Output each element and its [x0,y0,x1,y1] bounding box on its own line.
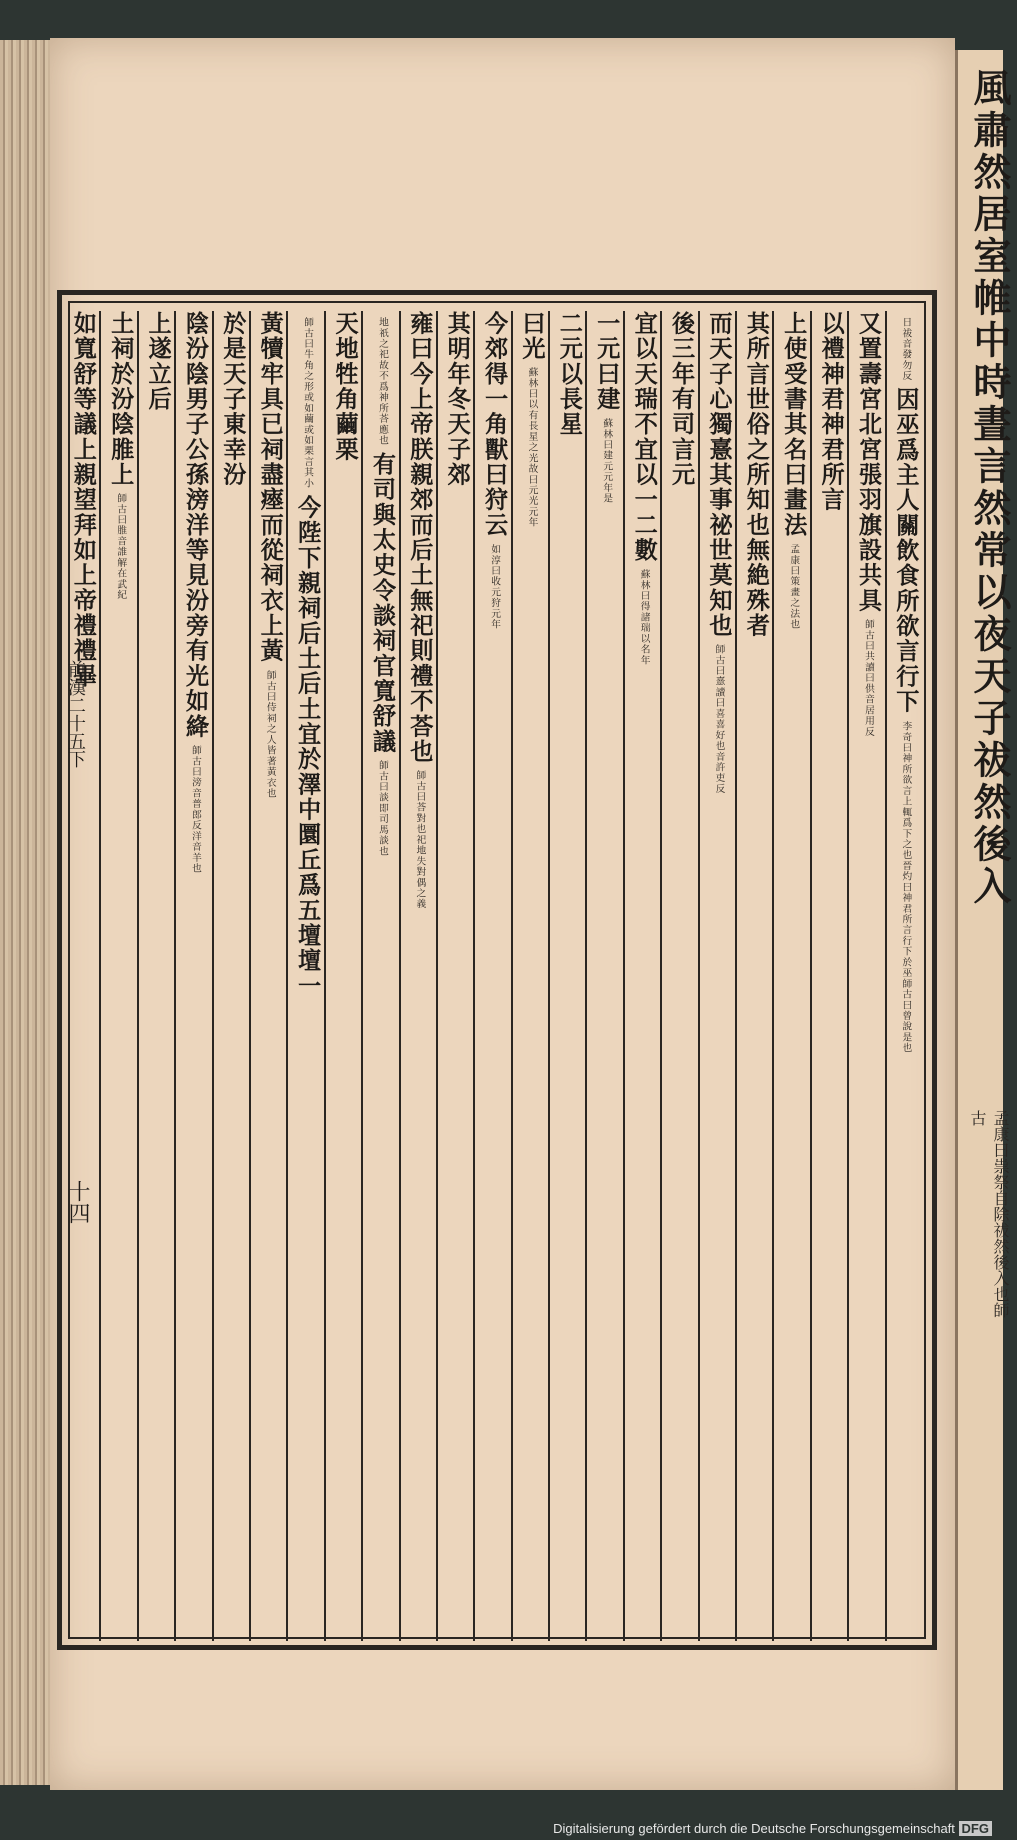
commentary-note: 師古曰侍祠之人皆著黃衣也 [264,669,276,799]
main-text: 其所言世俗之所知也無絶殊者 [742,311,770,639]
column-rule [847,311,849,1641]
column-rule [660,311,662,1641]
column-rule [511,311,513,1641]
main-text: 有司與太史令談祠官寬舒議 [368,451,396,754]
commentary-note: 師古曰滂音普郎反洋音羊也 [189,745,201,874]
text-frame [57,290,937,1650]
text-column [475,311,512,1641]
text-column [513,311,550,1641]
column-rule [772,311,774,1641]
footer-credit [553,1821,992,1836]
text-column [288,311,325,1641]
main-text: 曰光 [517,311,545,362]
commentary-note: 師古曰荅對也祀地失對偶之義 [414,770,426,910]
text-column [363,311,400,1641]
column-rule [698,311,700,1641]
commentary-note: 孟康曰策畫之法也 [788,543,800,630]
main-text: 今郊得一角獸曰狩云 [480,311,508,538]
main-text: 上遂立后 [144,311,172,412]
facing-page-strip [955,50,1012,1790]
column-rule [361,311,363,1641]
commentary-note: 師古曰共讀曰供音居用反 [863,619,875,738]
commentary-note: 如淳曰收元狩元年 [489,543,501,630]
text-column [64,311,101,1641]
text-column [176,311,213,1641]
text-column [139,311,176,1641]
text-column [214,311,251,1641]
main-text: 以禮神君神君所言 [817,311,845,513]
text-column [438,311,475,1641]
main-text: 又置壽宮北宮張羽旗設共具 [854,311,882,614]
main-text: 二元以長星 [555,311,583,437]
column-rule [174,311,176,1641]
margin-title: 前漢二十五下 [65,660,86,768]
column-rule [436,311,438,1641]
text-column [700,311,737,1641]
column-rule [99,311,101,1641]
text-column [737,311,774,1641]
text-column [550,311,587,1641]
column-rule [585,311,587,1641]
text-column [662,311,699,1641]
facing-page-text: 風肅然居室帷中時晝言然常以夜天子祓然後入 [967,68,1012,908]
column-rule [735,311,737,1641]
main-text: 上使受書其名曰畫法 [779,311,807,538]
main-text: 宜以天瑞不宜以一二數 [630,311,658,563]
column-rule [810,311,812,1641]
main-text: 因巫爲主人關飲食所欲言行下 [891,387,919,715]
main-text: 其明年冬天子郊 [443,311,471,488]
commentary-note: 蘇林曰以有長星之光故曰元光元年 [526,367,538,529]
text-column [251,311,288,1641]
main-text: 黃犢牢具已祠盡瘞而從祠衣上黃 [256,311,284,664]
commentary-note: 蘇林曰建元元年是 [601,417,613,504]
commentary-note: 師古曰憙讀曰喜喜好也音許吏反 [713,644,725,795]
text-column [625,311,662,1641]
commentary-note: 日祓音發勿反 [900,317,912,382]
column-rule [212,311,214,1641]
commentary-note: 師古曰牛角之形或如繭或如栗言其小 [302,317,314,489]
main-text: 而天子心獨憙其事祕世莫知也 [704,311,732,639]
main-text: 土祠於汾陰脽上 [106,311,134,488]
main-text: 一元曰建 [592,311,620,412]
book-page-edges [0,40,54,1785]
commentary-note: 蘇林曰得諸瑞以名年 [638,568,650,666]
main-text: 天地牲角繭栗 [331,311,359,463]
column-rule [399,311,401,1641]
main-text: 後三年有司言元 [667,311,695,488]
margin-page-number: 十四 [65,1180,90,1224]
column-rule [324,311,326,1641]
column-rule [623,311,625,1641]
text-column [326,311,363,1641]
commentary-note: 李奇曰神所欲言上輒爲下之也晉灼曰神君所言行下於巫師古曰曾說是也 [900,720,912,1053]
text-column [101,311,138,1641]
commentary-note: 地祇之祀故不爲神所荅應也 [376,317,388,446]
commentary-note: 師古曰脽音誰解在武紀 [115,493,127,601]
text-column [587,311,624,1641]
main-text: 於是天子東幸汾 [218,311,246,488]
column-rule [473,311,475,1641]
main-text: 如寬舒等議上親望拜如上帝禮禮畢 [69,311,97,689]
text-column [887,311,924,1641]
text-column [401,311,438,1641]
footer-text: Digitalisierung gefördert durch die Deutsche Forschungsgemeinschaft [553,1821,955,1836]
column-rule [137,311,139,1641]
main-text: 雍曰今上帝朕親郊而后土無祀則禮不荅也 [405,311,433,765]
column-rule [885,311,887,1641]
text-column [812,311,849,1641]
dfg-logo: DFG [959,1821,992,1836]
column-rule [548,311,550,1641]
column-rule [249,311,251,1641]
main-text: 今陛下親祠后土后土宜於澤中圜丘爲五壇壇一 [293,494,321,999]
text-column [849,311,886,1641]
commentary-note: 師古曰談即司馬談也 [376,759,388,857]
column-rule [286,311,288,1641]
text-frame-inner [68,301,926,1639]
facing-page-note: 孟康曰祟祭自除祓然後入也師古 [968,1110,1010,1318]
text-column [774,311,811,1641]
main-text: 陰汾陰男子公孫滂洋等見汾旁有光如絳 [181,311,209,740]
